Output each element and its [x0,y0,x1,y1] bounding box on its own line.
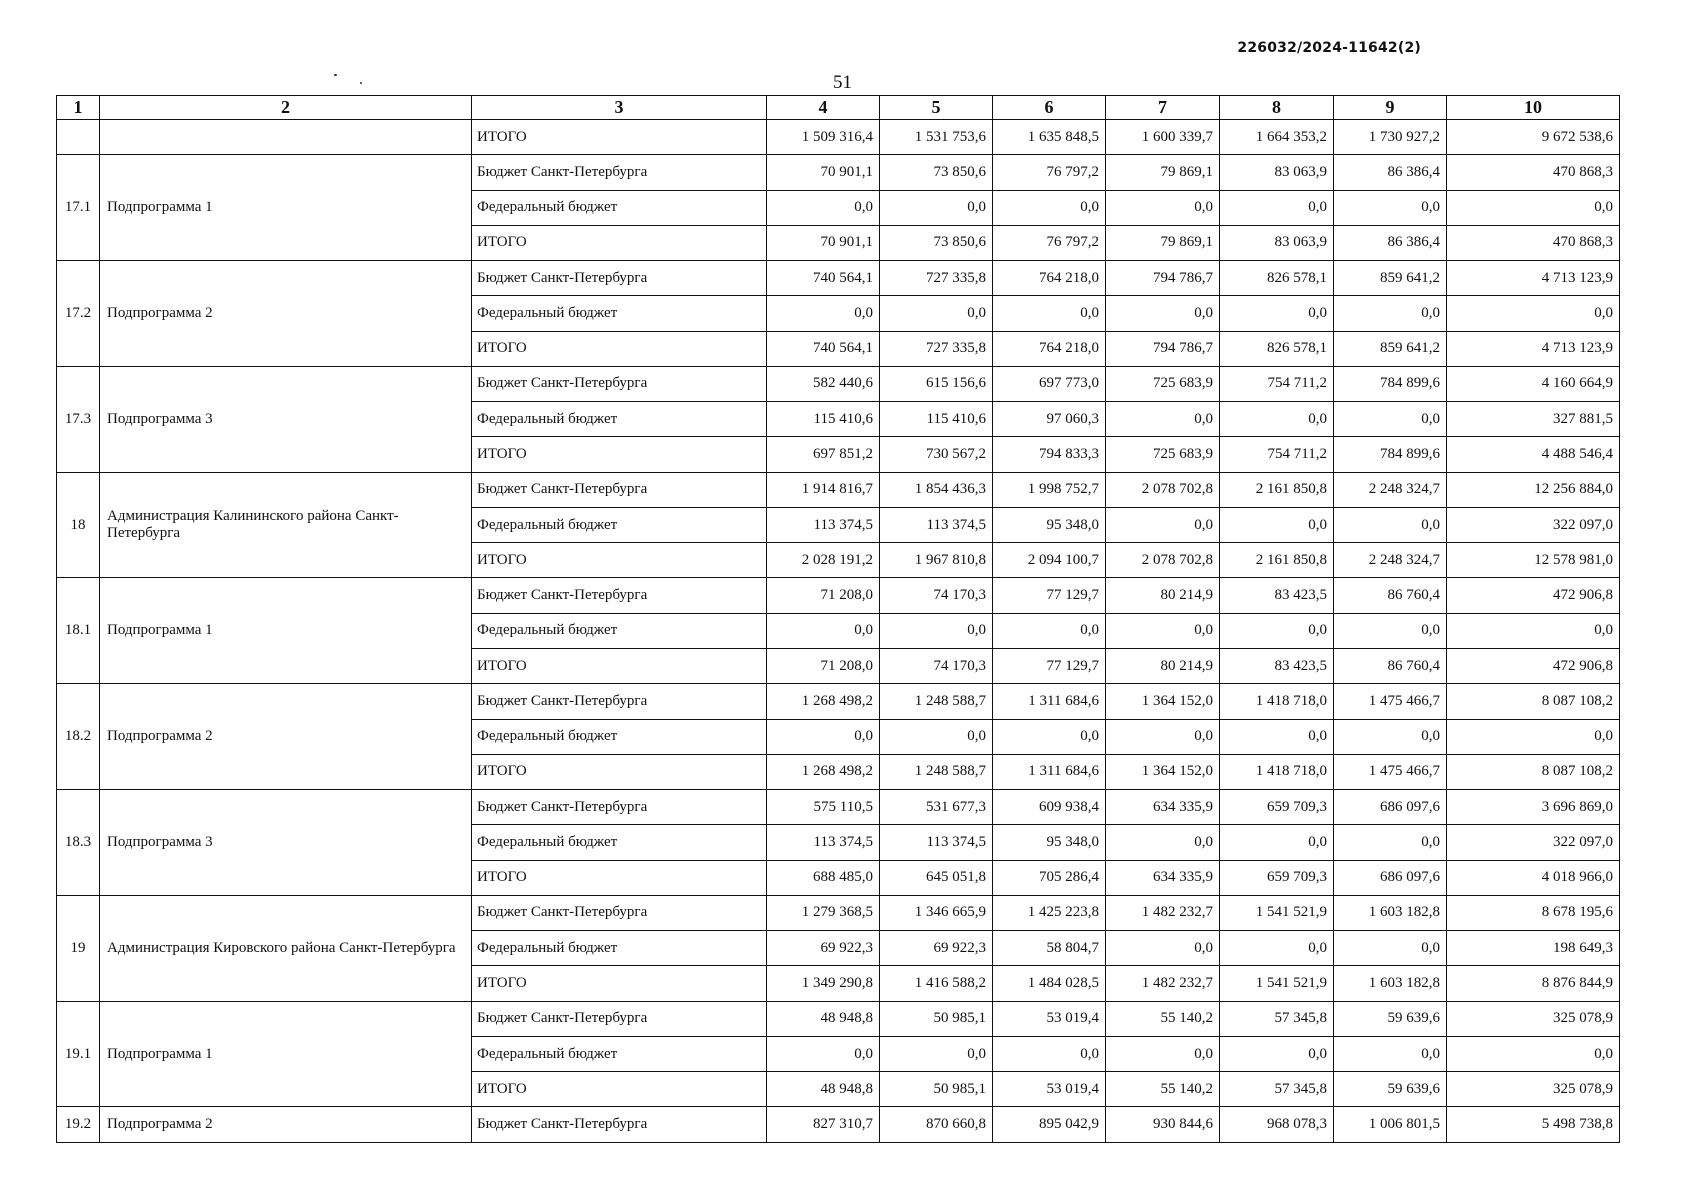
column-header: 4 [767,96,880,120]
column-header: 5 [880,96,993,120]
amount-cell: 1 364 152,0 [1106,684,1220,719]
amount-cell: 1 482 232,7 [1106,895,1220,930]
total-value-cell: 8 087 108,2 [1447,684,1620,719]
total-value-cell: 12 256 884,0 [1447,472,1620,507]
column-header: 6 [993,96,1106,120]
amount-cell: 0,0 [767,296,880,331]
amount-cell: 1 248 588,7 [880,754,993,789]
amount-cell: 1 475 466,7 [1334,754,1447,789]
amount-cell: 0,0 [767,719,880,754]
column-header: 7 [1106,96,1220,120]
amount-cell: 575 110,5 [767,790,880,825]
amount-cell: 2 078 702,8 [1106,472,1220,507]
amount-cell: 70 901,1 [767,155,880,190]
amount-cell: 0,0 [1334,190,1447,225]
amount-cell: 1 531 753,6 [880,120,993,155]
amount-cell: 784 899,6 [1334,366,1447,401]
amount-cell: 86 760,4 [1334,648,1447,683]
amount-cell: 113 374,5 [880,507,993,542]
amount-cell: 1 349 290,8 [767,966,880,1001]
amount-cell: 1 603 182,8 [1334,895,1447,930]
amount-cell: 57 345,8 [1220,1072,1334,1107]
amount-cell: 2 248 324,7 [1334,472,1447,507]
page-number: 51 [833,72,852,93]
amount-cell: 0,0 [880,1036,993,1071]
program-name-cell: Подпрограмма 2 [100,1107,472,1143]
amount-cell: 0,0 [1334,931,1447,966]
amount-cell: 0,0 [1220,1036,1334,1071]
amount-cell: 1 967 810,8 [880,543,993,578]
amount-cell: 794 786,7 [1106,261,1220,296]
amount-cell: 2 161 850,8 [1220,472,1334,507]
funding-source-cell: Федеральный бюджет [472,825,767,860]
amount-cell: 73 850,6 [880,225,993,260]
column-header: 9 [1334,96,1447,120]
amount-cell: 0,0 [1106,507,1220,542]
amount-cell: 48 948,8 [767,1072,880,1107]
amount-cell: 0,0 [1106,402,1220,437]
amount-cell: 55 140,2 [1106,1072,1220,1107]
amount-cell: 1 854 436,3 [880,472,993,507]
table-row [57,1001,1620,1036]
funding-source-cell: ИТОГО [472,331,767,366]
amount-cell: 80 214,9 [1106,578,1220,613]
total-value-cell: 322 097,0 [1447,825,1620,860]
total-value-cell: 0,0 [1447,190,1620,225]
row-code-cell: 18.1 [57,578,100,684]
amount-cell: 531 677,3 [880,790,993,825]
amount-cell: 97 060,3 [993,402,1106,437]
table-row [57,895,1620,930]
amount-cell: 0,0 [993,1036,1106,1071]
total-value-cell: 12 578 981,0 [1447,543,1620,578]
amount-cell: 1 482 232,7 [1106,966,1220,1001]
amount-cell: 895 042,9 [993,1107,1106,1143]
amount-cell: 930 844,6 [1106,1107,1220,1143]
total-value-cell: 9 672 538,6 [1447,120,1620,155]
budget-table [56,95,1620,1143]
amount-cell: 0,0 [993,613,1106,648]
amount-cell: 1 006 801,5 [1334,1107,1447,1143]
total-value-cell: 8 087 108,2 [1447,754,1620,789]
total-value-cell: 4 488 546,4 [1447,437,1620,472]
amount-cell: 0,0 [1334,825,1447,860]
funding-source-cell: ИТОГО [472,860,767,895]
amount-cell: 2 028 191,2 [767,543,880,578]
funding-source-cell: Бюджет Санкт-Петербурга [472,261,767,296]
amount-cell: 0,0 [1220,825,1334,860]
amount-cell: 754 711,2 [1220,437,1334,472]
funding-source-cell: Бюджет Санкт-Петербурга [472,1107,767,1143]
amount-cell: 115 410,6 [880,402,993,437]
amount-cell: 0,0 [1220,507,1334,542]
amount-cell: 71 208,0 [767,578,880,613]
funding-source-cell: Бюджет Санкт-Петербурга [472,578,767,613]
funding-source-cell: Федеральный бюджет [472,719,767,754]
program-name-cell [100,120,472,155]
amount-cell: 1 475 466,7 [1334,684,1447,719]
total-value-cell: 472 906,8 [1447,578,1620,613]
amount-cell: 659 709,3 [1220,790,1334,825]
total-value-cell: 4 018 966,0 [1447,860,1620,895]
table-row [57,155,1620,190]
program-name-cell: Подпрограмма 2 [100,684,472,790]
amount-cell: 784 899,6 [1334,437,1447,472]
amount-cell: 1 416 588,2 [880,966,993,1001]
total-value-cell: 4 160 664,9 [1447,366,1620,401]
amount-cell: 0,0 [880,613,993,648]
amount-cell: 0,0 [1220,190,1334,225]
row-code-cell: 19.1 [57,1001,100,1107]
amount-cell: 0,0 [1220,296,1334,331]
amount-cell: 1 418 718,0 [1220,754,1334,789]
amount-cell: 1 311 684,6 [993,754,1106,789]
program-name-cell: Администрация Калининского района Санкт-Петербурга [100,472,472,578]
amount-cell: 705 286,4 [993,860,1106,895]
amount-cell: 0,0 [993,190,1106,225]
table-row [57,1107,1620,1143]
amount-cell: 1 346 665,9 [880,895,993,930]
amount-cell: 740 564,1 [767,331,880,366]
funding-source-cell: Федеральный бюджет [472,1036,767,1071]
amount-cell: 83 423,5 [1220,648,1334,683]
funding-source-cell: ИТОГО [472,225,767,260]
amount-cell: 859 641,2 [1334,261,1447,296]
funding-source-cell: ИТОГО [472,437,767,472]
column-header: 3 [472,96,767,120]
amount-cell: 59 639,6 [1334,1072,1447,1107]
amount-cell: 2 094 100,7 [993,543,1106,578]
amount-cell: 55 140,2 [1106,1001,1220,1036]
total-value-cell: 0,0 [1447,1036,1620,1071]
amount-cell: 1 914 816,7 [767,472,880,507]
amount-cell: 740 564,1 [767,261,880,296]
amount-cell: 859 641,2 [1334,331,1447,366]
amount-cell: 697 773,0 [993,366,1106,401]
total-value-cell: 327 881,5 [1447,402,1620,437]
amount-cell: 0,0 [993,296,1106,331]
amount-cell: 80 214,9 [1106,648,1220,683]
amount-cell: 688 485,0 [767,860,880,895]
row-code-cell: 19 [57,895,100,1001]
row-code-cell: 19.2 [57,1107,100,1143]
amount-cell: 69 922,3 [880,931,993,966]
column-header: 1 [57,96,100,120]
scan-speck [334,74,337,76]
amount-cell: 113 374,5 [767,507,880,542]
amount-cell: 53 019,4 [993,1072,1106,1107]
total-value-cell: 8 678 195,6 [1447,895,1620,930]
amount-cell: 0,0 [993,719,1106,754]
funding-source-cell: ИТОГО [472,120,767,155]
total-value-cell: 4 713 123,9 [1447,331,1620,366]
amount-cell: 0,0 [767,613,880,648]
amount-cell: 697 851,2 [767,437,880,472]
amount-cell: 50 985,1 [880,1072,993,1107]
amount-cell: 113 374,5 [880,825,993,860]
amount-cell: 76 797,2 [993,155,1106,190]
amount-cell: 1 600 339,7 [1106,120,1220,155]
funding-source-cell: ИТОГО [472,648,767,683]
amount-cell: 730 567,2 [880,437,993,472]
funding-source-cell: Бюджет Санкт-Петербурга [472,684,767,719]
amount-cell: 725 683,9 [1106,366,1220,401]
amount-cell: 1 603 182,8 [1334,966,1447,1001]
amount-cell: 0,0 [1220,931,1334,966]
amount-cell: 1 364 152,0 [1106,754,1220,789]
funding-source-cell: ИТОГО [472,543,767,578]
amount-cell: 57 345,8 [1220,1001,1334,1036]
amount-cell: 634 335,9 [1106,860,1220,895]
amount-cell: 1 541 521,9 [1220,895,1334,930]
amount-cell: 582 440,6 [767,366,880,401]
row-code-cell: 18.2 [57,684,100,790]
funding-source-cell: Федеральный бюджет [472,931,767,966]
amount-cell: 0,0 [767,190,880,225]
column-header: 8 [1220,96,1334,120]
funding-source-cell: Федеральный бюджет [472,296,767,331]
program-name-cell: Подпрограмма 2 [100,261,472,367]
total-value-cell: 322 097,0 [1447,507,1620,542]
total-value-cell: 325 078,9 [1447,1001,1620,1036]
total-value-cell: 8 876 844,9 [1447,966,1620,1001]
funding-source-cell: Бюджет Санкт-Петербурга [472,790,767,825]
amount-cell: 0,0 [1106,719,1220,754]
amount-cell: 0,0 [1106,296,1220,331]
table-row [57,578,1620,613]
funding-source-cell: ИТОГО [472,754,767,789]
amount-cell: 1 268 498,2 [767,684,880,719]
funding-source-cell: Бюджет Санкт-Петербурга [472,1001,767,1036]
amount-cell: 0,0 [767,1036,880,1071]
amount-cell: 764 218,0 [993,261,1106,296]
column-header: 2 [100,96,472,120]
amount-cell: 69 922,3 [767,931,880,966]
total-value-cell: 5 498 738,8 [1447,1107,1620,1143]
amount-cell: 113 374,5 [767,825,880,860]
program-name-cell: Подпрограмма 3 [100,790,472,896]
amount-cell: 686 097,6 [1334,790,1447,825]
table-row [57,261,1620,296]
amount-cell: 0,0 [1334,507,1447,542]
amount-cell: 0,0 [1106,1036,1220,1071]
row-code-cell: 18.3 [57,790,100,896]
column-number-header-row [57,96,1620,120]
amount-cell: 59 639,6 [1334,1001,1447,1036]
amount-cell: 83 063,9 [1220,225,1334,260]
amount-cell: 764 218,0 [993,331,1106,366]
amount-cell: 1 509 316,4 [767,120,880,155]
amount-cell: 0,0 [1334,402,1447,437]
amount-cell: 79 869,1 [1106,155,1220,190]
amount-cell: 70 901,1 [767,225,880,260]
table-row [57,790,1620,825]
funding-source-cell: Бюджет Санкт-Петербурга [472,472,767,507]
amount-cell: 727 335,8 [880,261,993,296]
amount-cell: 968 078,3 [1220,1107,1334,1143]
row-code-cell: 17.3 [57,366,100,472]
amount-cell: 615 156,6 [880,366,993,401]
program-name-cell: Администрация Кировского района Санкт-Петербурга [100,895,472,1001]
amount-cell: 609 938,4 [993,790,1106,825]
amount-cell: 794 786,7 [1106,331,1220,366]
amount-cell: 0,0 [1106,825,1220,860]
amount-cell: 86 386,4 [1334,155,1447,190]
amount-cell: 1 664 353,2 [1220,120,1334,155]
funding-source-cell: Федеральный бюджет [472,507,767,542]
document-registration-number: 226032/2024-11642(2) [1237,40,1421,56]
amount-cell: 86 760,4 [1334,578,1447,613]
amount-cell: 1 635 848,5 [993,120,1106,155]
amount-cell: 727 335,8 [880,331,993,366]
total-value-cell: 0,0 [1447,613,1620,648]
total-value-cell: 325 078,9 [1447,1072,1620,1107]
amount-cell: 0,0 [1220,402,1334,437]
amount-cell: 645 051,8 [880,860,993,895]
funding-source-cell: Федеральный бюджет [472,190,767,225]
amount-cell: 58 804,7 [993,931,1106,966]
total-value-cell: 0,0 [1447,719,1620,754]
total-value-cell: 198 649,3 [1447,931,1620,966]
amount-cell: 77 129,7 [993,578,1106,613]
amount-cell: 73 850,6 [880,155,993,190]
amount-cell: 79 869,1 [1106,225,1220,260]
amount-cell: 86 386,4 [1334,225,1447,260]
amount-cell: 1 248 588,7 [880,684,993,719]
amount-cell: 74 170,3 [880,648,993,683]
amount-cell: 71 208,0 [767,648,880,683]
amount-cell: 0,0 [1334,1036,1447,1071]
funding-source-cell: Федеральный бюджет [472,613,767,648]
funding-source-cell: Федеральный бюджет [472,402,767,437]
amount-cell: 0,0 [1220,719,1334,754]
row-code-cell: 17.2 [57,261,100,367]
amount-cell: 95 348,0 [993,507,1106,542]
row-code-cell [57,120,100,155]
amount-cell: 83 423,5 [1220,578,1334,613]
funding-source-cell: ИТОГО [472,966,767,1001]
amount-cell: 0,0 [1106,931,1220,966]
amount-cell: 754 711,2 [1220,366,1334,401]
scan-speck [360,82,362,84]
amount-cell: 1 998 752,7 [993,472,1106,507]
amount-cell: 2 161 850,8 [1220,543,1334,578]
amount-cell: 77 129,7 [993,648,1106,683]
table-body [57,120,1620,1143]
amount-cell: 0,0 [880,190,993,225]
amount-cell: 1 541 521,9 [1220,966,1334,1001]
amount-cell: 115 410,6 [767,402,880,437]
total-value-cell: 472 906,8 [1447,648,1620,683]
amount-cell: 1 425 223,8 [993,895,1106,930]
amount-cell: 826 578,1 [1220,331,1334,366]
amount-cell: 83 063,9 [1220,155,1334,190]
amount-cell: 48 948,8 [767,1001,880,1036]
total-value-cell: 3 696 869,0 [1447,790,1620,825]
amount-cell: 53 019,4 [993,1001,1106,1036]
table-row [57,366,1620,401]
amount-cell: 725 683,9 [1106,437,1220,472]
funding-source-cell: Бюджет Санкт-Петербурга [472,155,767,190]
amount-cell: 0,0 [1106,190,1220,225]
total-value-cell: 4 713 123,9 [1447,261,1620,296]
row-code-cell: 18 [57,472,100,578]
program-name-cell: Подпрограмма 3 [100,366,472,472]
program-name-cell: Подпрограмма 1 [100,155,472,261]
amount-cell: 870 660,8 [880,1107,993,1143]
amount-cell: 0,0 [1220,613,1334,648]
total-value-cell: 470 868,3 [1447,225,1620,260]
amount-cell: 827 310,7 [767,1107,880,1143]
amount-cell: 2 248 324,7 [1334,543,1447,578]
amount-cell: 1 730 927,2 [1334,120,1447,155]
column-header: 10 [1447,96,1620,120]
table-row [57,472,1620,507]
amount-cell: 0,0 [1106,613,1220,648]
table-row [57,684,1620,719]
amount-cell: 1 484 028,5 [993,966,1106,1001]
table-row [57,120,1620,155]
amount-cell: 0,0 [1334,613,1447,648]
amount-cell: 686 097,6 [1334,860,1447,895]
amount-cell: 50 985,1 [880,1001,993,1036]
amount-cell: 95 348,0 [993,825,1106,860]
amount-cell: 634 335,9 [1106,790,1220,825]
program-name-cell: Подпрограмма 1 [100,1001,472,1107]
total-value-cell: 0,0 [1447,296,1620,331]
amount-cell: 0,0 [880,719,993,754]
amount-cell: 0,0 [1334,719,1447,754]
amount-cell: 2 078 702,8 [1106,543,1220,578]
amount-cell: 1 418 718,0 [1220,684,1334,719]
amount-cell: 826 578,1 [1220,261,1334,296]
funding-source-cell: Бюджет Санкт-Петербурга [472,895,767,930]
amount-cell: 0,0 [880,296,993,331]
amount-cell: 1 311 684,6 [993,684,1106,719]
amount-cell: 794 833,3 [993,437,1106,472]
amount-cell: 1 268 498,2 [767,754,880,789]
amount-cell: 76 797,2 [993,225,1106,260]
amount-cell: 0,0 [1334,296,1447,331]
amount-cell: 74 170,3 [880,578,993,613]
row-code-cell: 17.1 [57,155,100,261]
total-value-cell: 470 868,3 [1447,155,1620,190]
funding-source-cell: ИТОГО [472,1072,767,1107]
funding-source-cell: Бюджет Санкт-Петербурга [472,366,767,401]
amount-cell: 1 279 368,5 [767,895,880,930]
program-name-cell: Подпрограмма 1 [100,578,472,684]
amount-cell: 659 709,3 [1220,860,1334,895]
